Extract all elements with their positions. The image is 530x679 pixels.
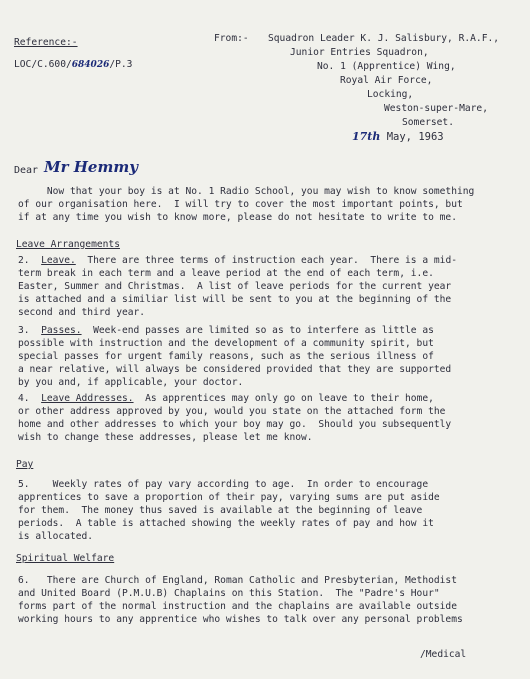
from-line-7: Somerset. <box>402 117 454 128</box>
paragraph-line: term break in each term and a leave period at the end of each term, i.e. <box>18 268 434 279</box>
paragraph-line: As apprentices may only go on leave to their home, <box>145 393 434 404</box>
from-line-6: Weston-super-Mare, <box>384 103 488 114</box>
reference-code-suffix: /P.3 <box>109 59 133 70</box>
paragraph-6-spiritual-welfare <box>18 574 518 626</box>
paragraph-line: second and third year. <box>18 307 146 318</box>
paragraph-line: There are three terms of instruction each year. There is a mid- <box>87 255 458 266</box>
from-line-2: Junior Entries Squadron, <box>290 47 429 58</box>
paragraph-line: for them. The money thus saved is available at the beginning of leave <box>18 505 423 516</box>
intro-line: if at any time you wish to know more, please do not hesitate to write to me. <box>18 212 457 223</box>
paragraph-line: Easter, Summer and Christmas. A list of leave periods for the current year <box>18 281 452 292</box>
paragraph-4-leave-addresses <box>18 392 518 444</box>
intro-line: Now that your boy is at No. 1 Radio School, you may wish to know something <box>18 186 475 197</box>
section-heading-leave-arrangements: Leave Arrangements <box>16 239 120 250</box>
reference-label: Reference:- <box>14 37 78 48</box>
paragraph-line: a near relative, will always be considered provided that they are supported <box>18 364 452 375</box>
paragraph-number: 2. <box>18 255 30 266</box>
paragraph-line: is attached and a similiar list will be sent to you at the beginning of the <box>18 294 452 305</box>
intro-paragraph <box>18 185 518 224</box>
paragraph-2-leave <box>18 254 518 319</box>
from-line-4: Royal Air Force, <box>340 75 433 86</box>
from-line-5: Locking, <box>367 89 414 100</box>
paragraph-line: apprentices to save a proportion of their pay, varying sums are put aside <box>18 492 440 503</box>
paragraph-line: periods. A table is attached showing the weekly rates of pay and how it <box>18 518 434 529</box>
paragraph-number: 3. <box>18 325 30 336</box>
paragraph-line: possible with instruction and the development of a community spirit, but <box>18 338 434 349</box>
salutation-handwritten-name: Mr Hemmy <box>44 158 138 176</box>
paragraph-title: Leave Addresses. <box>41 393 134 404</box>
paragraph-line: is allocated. <box>18 531 94 542</box>
paragraph-line: Week-end passes are limited so as to interfere as little as <box>93 325 434 336</box>
section-heading-pay: Pay <box>16 459 34 470</box>
paragraph-line: by you and, if applicable, your doctor. <box>18 377 244 388</box>
salutation-dear: Dear <box>14 165 39 176</box>
paragraph-title: Passes. <box>41 325 82 336</box>
paragraph-number: 5. <box>18 479 30 490</box>
paragraph-line: wish to change these addresses, please let me know. <box>18 432 313 443</box>
paragraph-number: 6. <box>18 575 30 586</box>
paragraph-line: There are Church of England, Roman Catholic and Presbyterian, Methodist <box>46 575 457 586</box>
letter-date <box>352 128 444 147</box>
date-handwritten-day: 17th <box>352 130 381 143</box>
paragraph-line: Weekly rates of pay vary according to age. In order to encourage <box>52 479 429 490</box>
paragraph-number: 4. <box>18 393 30 404</box>
section-heading-spiritual-welfare: Spiritual Welfare <box>16 553 115 564</box>
paragraph-line: forms part of the normal instruction and the chaplains are available outside <box>18 601 457 612</box>
continuation-marker: /Medical <box>420 649 467 660</box>
from-label: From:- <box>214 33 249 44</box>
intro-line: of our organisation here. I will try to cover the most important points, but <box>18 199 463 210</box>
reference-code-handwritten: 684026 <box>71 60 110 70</box>
from-line-1: Squadron Leader K. J. Salisbury, R.A.F., <box>268 33 500 44</box>
paragraph-line: or other address approved by you, would you state on the attached form the <box>18 406 446 417</box>
paragraph-3-passes <box>18 324 518 389</box>
reference-code-prefix: LOC/C.600/ <box>14 59 72 70</box>
paragraph-line: home and other addresses to which your boy may go. Should you subsequently <box>18 419 452 430</box>
paragraph-line: special passes for urgent family reasons, such as the serious illness of <box>18 351 434 362</box>
paragraph-line: and United Board (P.M.U.B) Chaplains on this Station. The "Padre's Hour" <box>18 588 440 599</box>
paragraph-5-pay <box>18 478 518 543</box>
paragraph-line: working hours to any apprentice who wishes to talk over any personal problems <box>18 614 463 625</box>
date-typed: May, 1963 <box>380 131 444 143</box>
reference-code <box>14 58 132 72</box>
paragraph-title: Leave. <box>41 255 76 266</box>
from-line-3: No. 1 (Apprentice) Wing, <box>317 61 456 72</box>
